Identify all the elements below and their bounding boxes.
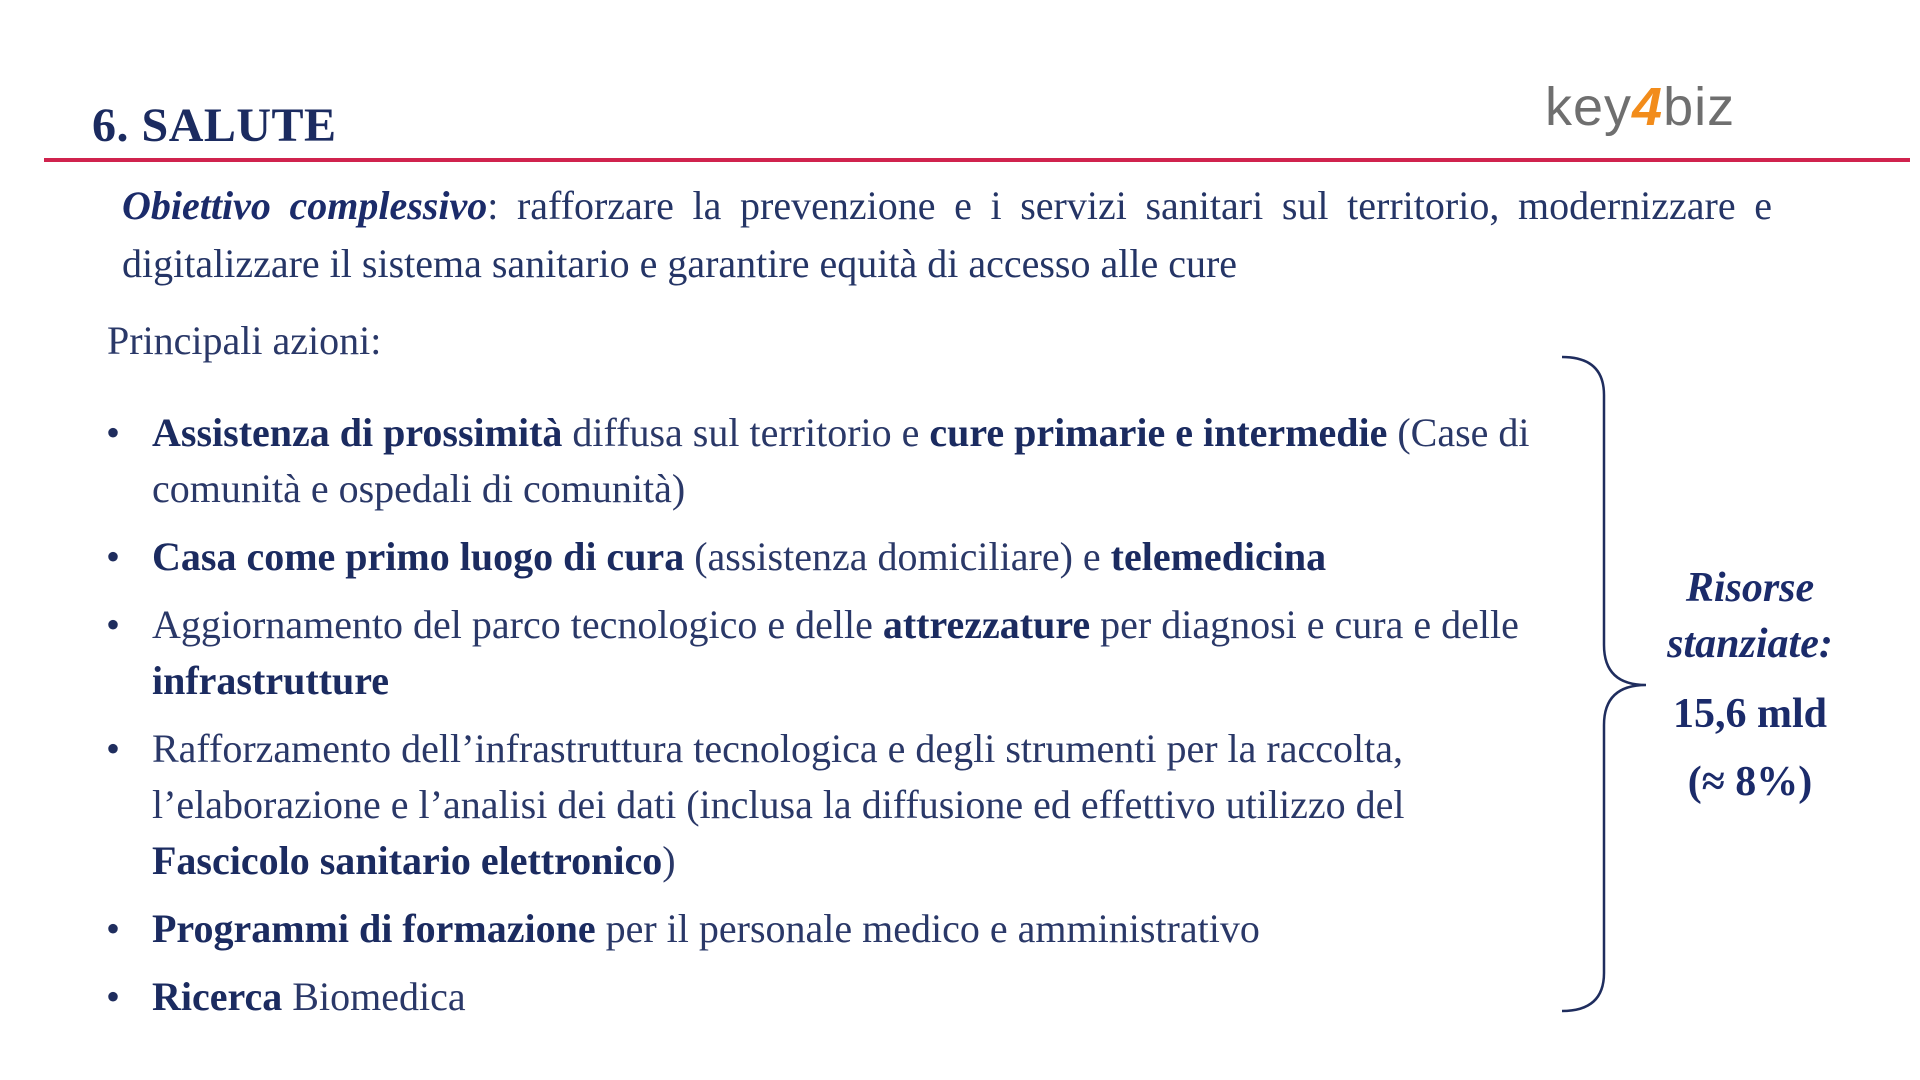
action-text: (Case di comunità e ospedali di comunità)	[152, 410, 1530, 511]
action-text: Rafforzamento dell’infrastruttura tecnologica e degli strumenti per la raccolta, l’elaborazione e l’analisi dei dati (inclusa la diffusione ed effettivo utilizzo del	[152, 726, 1405, 827]
objective-lead: Obiettivo complessivo	[122, 183, 488, 228]
resources-share: (≈ 8%)	[1687, 759, 1813, 805]
bullet-icon: •	[106, 974, 121, 1019]
page-title: 6. SALUTE	[92, 99, 337, 152]
action-highlight: cure primarie e intermedie	[929, 410, 1388, 455]
actions-heading: Principali azioni:	[107, 318, 382, 363]
action-item	[106, 721, 1556, 889]
bullet-icon: •	[106, 410, 121, 455]
action-item	[106, 529, 1556, 585]
bullet-icon: •	[106, 726, 121, 771]
action-highlight: infrastrutture	[152, 658, 389, 703]
logo-accent: 4	[1632, 77, 1664, 137]
action-text: (assistenza domiciliare) e	[684, 534, 1111, 579]
resources-box	[1620, 560, 1880, 810]
action-text: diffusa sul territorio e	[562, 410, 930, 455]
action-highlight: Ricerca	[152, 974, 283, 1019]
action-highlight: Casa come primo luogo di cura	[152, 534, 685, 579]
objective-text: : rafforzare la prevenzione e i servizi sanitari sul territorio, modernizzare e digitalizzare il sistema sanitario e garantire equità di accesso alle cure	[122, 183, 1772, 286]
resources-label-line2: stanziate:	[1667, 621, 1833, 667]
bullet-icon: •	[106, 602, 121, 647]
action-highlight: telemedicina	[1110, 534, 1327, 579]
action-item	[106, 405, 1556, 517]
action-item	[106, 969, 1556, 1025]
objective-paragraph	[122, 177, 1772, 293]
action-highlight: attrezzature	[882, 602, 1091, 647]
action-text: Aggiornamento del parco tecnologico e delle	[152, 602, 883, 647]
action-text: per il personale medico e amministrativo	[595, 906, 1260, 951]
action-item	[106, 901, 1556, 957]
logo-suffix: biz	[1663, 77, 1736, 137]
action-text: per diagnosi e cura e delle	[1090, 602, 1519, 647]
key4biz-logo	[1545, 76, 1735, 138]
actions-list	[106, 405, 1556, 1037]
action-text: Biomedica	[282, 974, 466, 1019]
title-divider	[44, 158, 1910, 162]
action-item	[106, 597, 1556, 709]
action-text: )	[662, 838, 676, 883]
logo-prefix: key	[1545, 77, 1633, 137]
action-highlight: Fascicolo sanitario elettronico	[152, 838, 663, 883]
action-highlight: Programmi di formazione	[152, 906, 596, 951]
bullet-icon: •	[106, 534, 121, 579]
resources-label-line1: Risorse	[1685, 565, 1815, 611]
action-highlight: Assistenza di prossimità	[152, 410, 563, 455]
resources-amount: 15,6 mld	[1672, 691, 1827, 737]
bullet-icon: •	[106, 906, 121, 951]
